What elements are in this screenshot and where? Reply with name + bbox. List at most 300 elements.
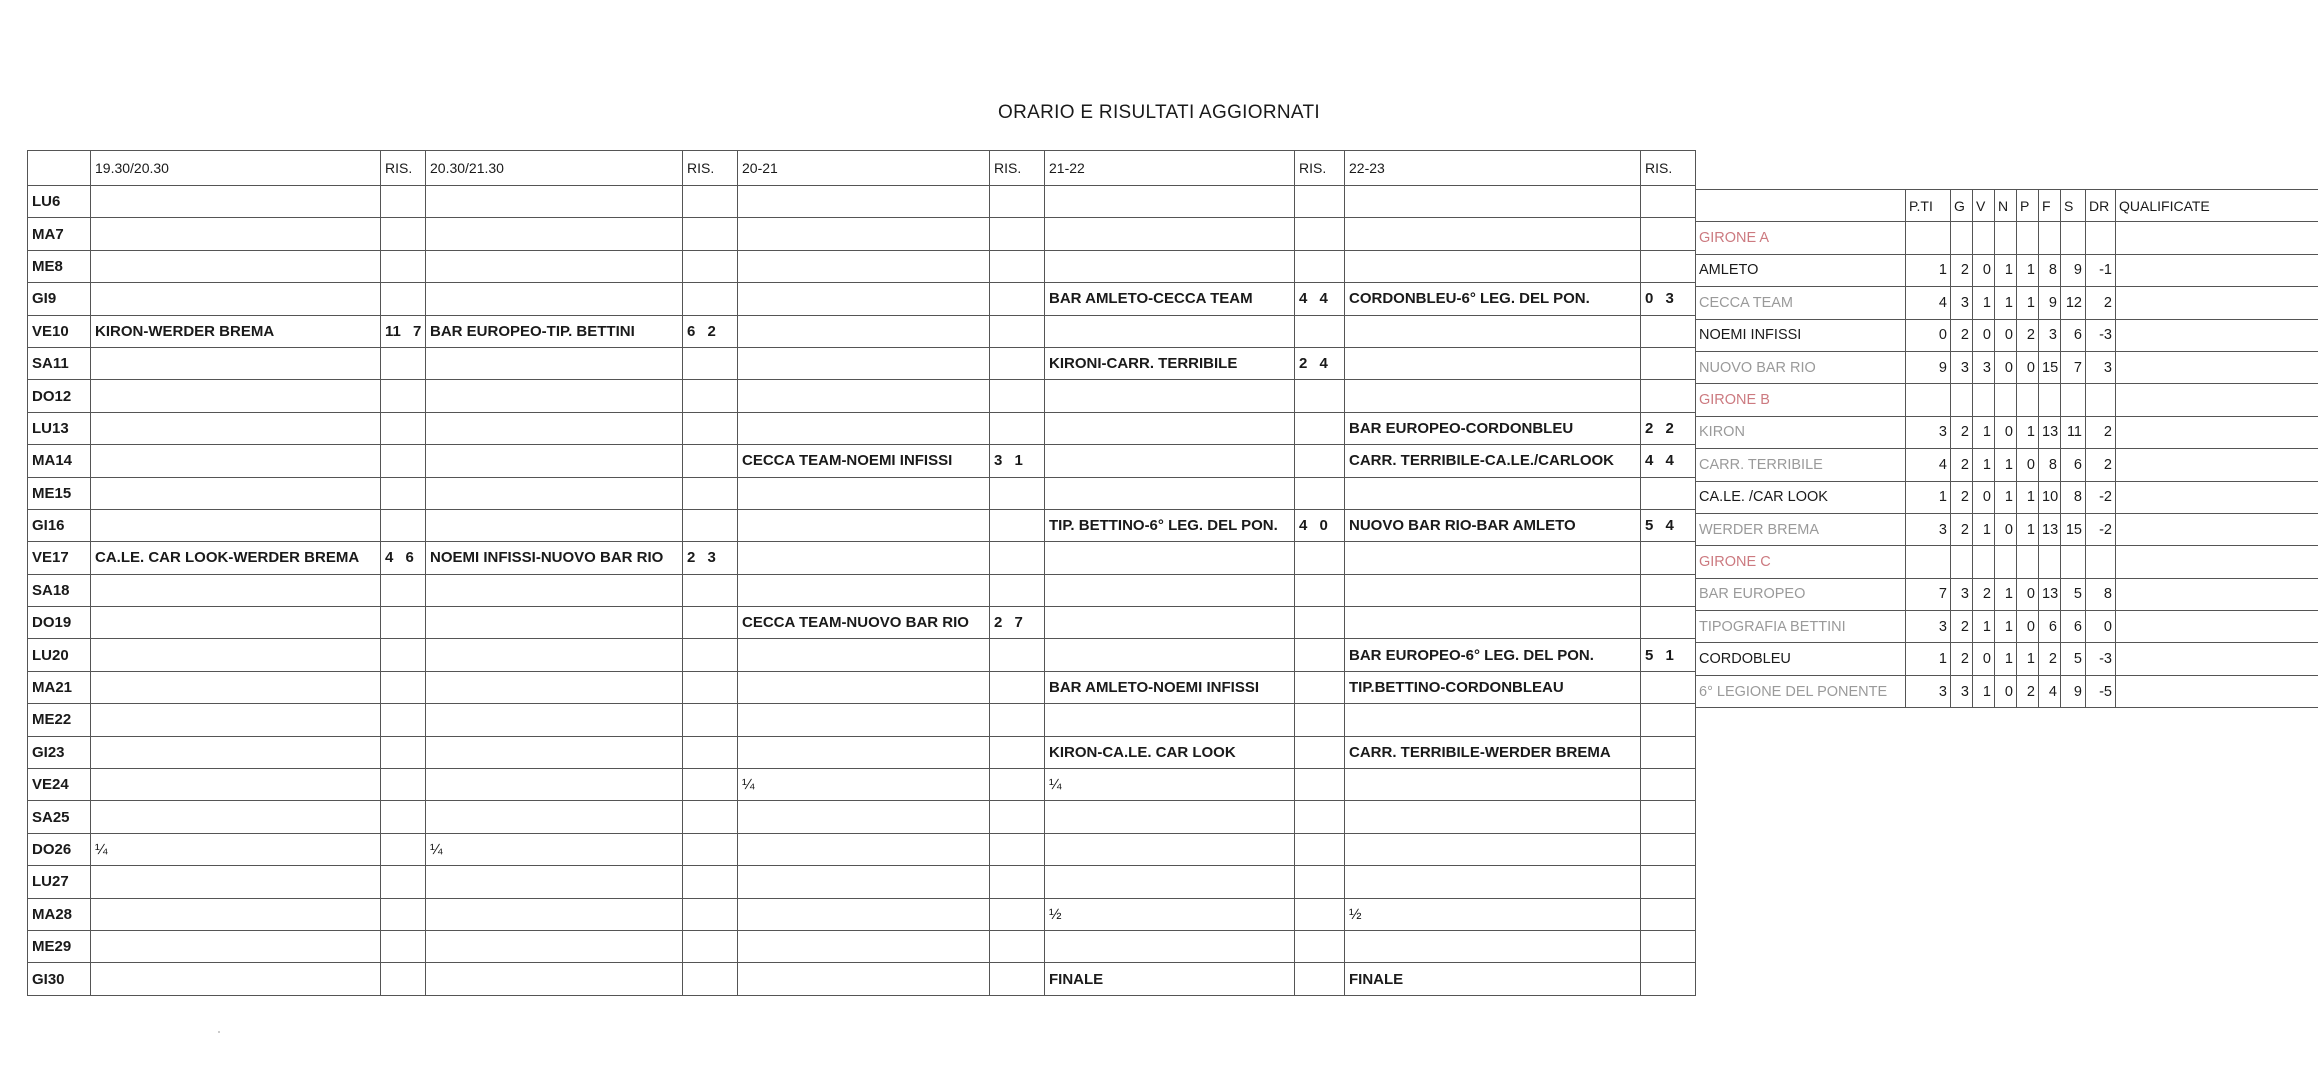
stat-cell: 3 [1951, 675, 1973, 707]
schedule-row [28, 833, 1696, 865]
result-cell [381, 218, 426, 250]
match-cell [426, 769, 683, 801]
stat-cell: 5 [2061, 643, 2086, 675]
result-cell [1641, 186, 1696, 218]
stat-cell: 0 [1973, 643, 1995, 675]
result-cell [990, 930, 1045, 962]
match-cell [1345, 607, 1641, 639]
header-timeslot: 21-22 [1045, 151, 1295, 186]
match-cell [738, 930, 990, 962]
team-row [1696, 254, 2318, 286]
result-cell [1295, 412, 1345, 444]
match-cell: FINALE [1045, 963, 1295, 995]
match-cell [1345, 186, 1641, 218]
result-cell [1295, 801, 1345, 833]
stat-cell [2116, 643, 2318, 675]
match-cell [91, 574, 381, 606]
team-name: KIRON [1696, 416, 1906, 448]
match-cell [91, 250, 381, 282]
stat-cell: -2 [2086, 513, 2116, 545]
stat-cell: 2 [1951, 513, 1973, 545]
match-cell [426, 509, 683, 541]
stat-cell: 6 [2061, 611, 2086, 643]
match-cell [91, 283, 381, 315]
team-name: CARR. TERRIBILE [1696, 449, 1906, 481]
stat-cell: 13 [2039, 513, 2061, 545]
stat-cell [2116, 481, 2318, 513]
stat-cell [2116, 254, 2318, 286]
day-label: SA11 [28, 347, 91, 379]
schedule-row [28, 445, 1696, 477]
stat-cell: 2 [2086, 416, 2116, 448]
result-cell [990, 866, 1045, 898]
result-cell [990, 186, 1045, 218]
result-cell [990, 542, 1045, 574]
match-cell [1345, 574, 1641, 606]
day-label: SA25 [28, 801, 91, 833]
result-cell [381, 283, 426, 315]
stat-cell [2017, 384, 2039, 416]
match-cell [91, 218, 381, 250]
group-name: GIRONE C [1696, 546, 1906, 578]
match-cell [426, 963, 683, 995]
match-cell [426, 218, 683, 250]
stat-cell: 1 [2017, 481, 2039, 513]
match-cell [1045, 704, 1295, 736]
standings-header-row [1696, 190, 2318, 222]
stat-cell: -5 [2086, 675, 2116, 707]
match-cell [426, 801, 683, 833]
match-cell [426, 445, 683, 477]
stat-cell: 7 [1906, 578, 1951, 610]
day-label: MA14 [28, 445, 91, 477]
result-cell [381, 801, 426, 833]
day-label: SA18 [28, 574, 91, 606]
team-row [1696, 611, 2318, 643]
match-cell [738, 315, 990, 347]
match-cell [426, 477, 683, 509]
result-cell [683, 412, 738, 444]
result-cell [683, 704, 738, 736]
header-ris: RIS. [990, 151, 1045, 186]
match-cell [1345, 218, 1641, 250]
schedule-row [28, 930, 1696, 962]
match-cell: TIP. BETTINO-6° LEG. DEL PON. [1045, 509, 1295, 541]
day-label: DO19 [28, 607, 91, 639]
stat-cell [2086, 546, 2116, 578]
day-label: GI9 [28, 283, 91, 315]
stat-cell: 1 [1973, 513, 1995, 545]
result-cell [1641, 833, 1696, 865]
stat-cell: 13 [2039, 416, 2061, 448]
schedule-row [28, 477, 1696, 509]
stat-cell: 2 [1951, 319, 1973, 351]
match-cell: KIRON-CA.LE. CAR LOOK [1045, 736, 1295, 768]
result-cell [381, 736, 426, 768]
stat-cell: 2 [2017, 319, 2039, 351]
match-cell [426, 607, 683, 639]
result-cell [381, 347, 426, 379]
result-cell [381, 186, 426, 218]
stat-cell: 0 [1973, 319, 1995, 351]
match-cell [1045, 218, 1295, 250]
header-corner [28, 151, 91, 186]
schedule-row [28, 801, 1696, 833]
stat-cell [2086, 222, 2116, 254]
stat-cell: 3 [2039, 319, 2061, 351]
result-cell [1641, 671, 1696, 703]
standings-header-g: G [1951, 190, 1973, 222]
result-cell [1641, 250, 1696, 282]
group-row [1696, 384, 2318, 416]
stat-cell [2061, 384, 2086, 416]
stat-cell: 15 [2061, 513, 2086, 545]
match-cell [91, 736, 381, 768]
stat-cell: 9 [2039, 287, 2061, 319]
day-label: ME22 [28, 704, 91, 736]
stat-cell: 1 [2017, 416, 2039, 448]
result-cell [990, 769, 1045, 801]
result-cell [990, 283, 1045, 315]
team-row [1696, 319, 2318, 351]
stat-cell [2086, 384, 2116, 416]
stat-cell [1906, 222, 1951, 254]
match-cell [1045, 866, 1295, 898]
result-cell [683, 607, 738, 639]
result-cell [381, 380, 426, 412]
result-cell [990, 380, 1045, 412]
schedule-row [28, 412, 1696, 444]
stat-cell: 9 [1906, 351, 1951, 383]
stat-cell: 3 [1906, 416, 1951, 448]
team-row [1696, 675, 2318, 707]
match-cell [426, 380, 683, 412]
stat-cell [1951, 546, 1973, 578]
match-cell [738, 639, 990, 671]
result-cell [1295, 380, 1345, 412]
result-cell [1295, 574, 1345, 606]
stat-cell: 0 [2017, 351, 2039, 383]
result-cell [381, 574, 426, 606]
result-cell [683, 769, 738, 801]
stat-cell: -3 [2086, 643, 2116, 675]
result-cell [990, 315, 1045, 347]
stat-cell: 7 [2061, 351, 2086, 383]
stat-cell [2116, 611, 2318, 643]
match-cell [91, 380, 381, 412]
result-cell [990, 509, 1045, 541]
match-cell: ½ [1045, 898, 1295, 930]
day-label: ME29 [28, 930, 91, 962]
match-cell [738, 347, 990, 379]
match-cell [426, 671, 683, 703]
result-cell [1641, 930, 1696, 962]
schedule-row [28, 186, 1696, 218]
stat-cell: 0 [2086, 611, 2116, 643]
match-cell [1045, 801, 1295, 833]
match-cell [1045, 315, 1295, 347]
match-cell [1345, 801, 1641, 833]
result-cell [1295, 250, 1345, 282]
stat-cell [2116, 351, 2318, 383]
match-cell [91, 930, 381, 962]
stat-cell [2116, 287, 2318, 319]
day-label: MA28 [28, 898, 91, 930]
stat-cell: 1 [1995, 254, 2017, 286]
result-cell [1295, 769, 1345, 801]
team-name: CORDOBLEU [1696, 643, 1906, 675]
result-cell [381, 898, 426, 930]
standings-header-n: N [1995, 190, 2017, 222]
result-cell [683, 477, 738, 509]
stat-cell: 0 [1995, 319, 2017, 351]
match-cell [91, 963, 381, 995]
result-cell [1295, 736, 1345, 768]
match-cell [1345, 315, 1641, 347]
stat-cell [2116, 319, 2318, 351]
match-cell: BAR EUROPEO-6° LEG. DEL PON. [1345, 639, 1641, 671]
stat-cell [1951, 384, 1973, 416]
result-cell [990, 639, 1045, 671]
result-cell [683, 736, 738, 768]
result-cell [990, 477, 1045, 509]
header-timeslot: 20-21 [738, 151, 990, 186]
match-cell [1045, 639, 1295, 671]
match-cell [1045, 930, 1295, 962]
team-name: WERDER BREMA [1696, 513, 1906, 545]
day-label: LU6 [28, 186, 91, 218]
stat-cell: 1 [1906, 643, 1951, 675]
team-row [1696, 416, 2318, 448]
stat-cell: 2 [2039, 643, 2061, 675]
stat-cell: 15 [2039, 351, 2061, 383]
match-cell: ¼ [738, 769, 990, 801]
result-cell [381, 671, 426, 703]
day-label: VE24 [28, 769, 91, 801]
result-cell [683, 930, 738, 962]
result-cell [990, 412, 1045, 444]
stat-cell: 1 [1973, 416, 1995, 448]
stat-cell: 1 [2017, 254, 2039, 286]
match-cell: TIP.BETTINO-CORDONBLEAU [1345, 671, 1641, 703]
header-timeslot: 19.30/20.30 [91, 151, 381, 186]
stat-cell [2116, 513, 2318, 545]
match-cell [91, 704, 381, 736]
schedule-row [28, 769, 1696, 801]
match-cell [1045, 412, 1295, 444]
match-cell [1345, 769, 1641, 801]
schedule-row [28, 218, 1696, 250]
result-cell [1641, 607, 1696, 639]
stat-cell: 2 [1951, 254, 1973, 286]
schedule-row [28, 283, 1696, 315]
match-cell [426, 250, 683, 282]
result-cell [683, 283, 738, 315]
stat-cell: 2 [2086, 287, 2116, 319]
team-row [1696, 449, 2318, 481]
match-cell [1045, 477, 1295, 509]
match-cell [738, 801, 990, 833]
match-cell [738, 380, 990, 412]
result-cell [990, 574, 1045, 606]
schedule-row [28, 574, 1696, 606]
day-label: DO26 [28, 833, 91, 865]
result-cell: 0 3 [1641, 283, 1696, 315]
result-cell [381, 930, 426, 962]
stat-cell: 3 [1951, 578, 1973, 610]
stat-cell: 2 [1951, 416, 1973, 448]
stat-cell [1951, 222, 1973, 254]
stat-cell: 3 [1973, 351, 1995, 383]
match-cell: CARR. TERRIBILE-CA.LE./CARLOOK [1345, 445, 1641, 477]
stat-cell: 8 [2061, 481, 2086, 513]
result-cell [1641, 736, 1696, 768]
stat-cell: 9 [2061, 254, 2086, 286]
day-label: LU13 [28, 412, 91, 444]
stat-cell: 2 [1951, 449, 1973, 481]
match-cell [426, 347, 683, 379]
match-cell [1045, 380, 1295, 412]
stat-cell: -2 [2086, 481, 2116, 513]
schedule-row [28, 315, 1696, 347]
result-cell [1295, 477, 1345, 509]
header-timeslot: 20.30/21.30 [426, 151, 683, 186]
stat-cell: 2 [2086, 449, 2116, 481]
schedule-row [28, 380, 1696, 412]
result-cell [1295, 671, 1345, 703]
schedule-row [28, 509, 1696, 541]
schedule-row [28, 250, 1696, 282]
day-label: GI16 [28, 509, 91, 541]
day-label: VE17 [28, 542, 91, 574]
result-cell [683, 639, 738, 671]
result-cell [683, 186, 738, 218]
day-label: ME8 [28, 250, 91, 282]
result-cell [381, 866, 426, 898]
match-cell: ¼ [91, 833, 381, 865]
stat-cell [2116, 416, 2318, 448]
result-cell [1295, 704, 1345, 736]
schedule-row [28, 671, 1696, 703]
result-cell: 4 4 [1295, 283, 1345, 315]
match-cell [738, 283, 990, 315]
result-cell [990, 218, 1045, 250]
group-name: GIRONE B [1696, 384, 1906, 416]
stat-cell: 0 [1995, 351, 2017, 383]
result-cell [1295, 218, 1345, 250]
schedule-row [28, 347, 1696, 379]
header-ris: RIS. [1641, 151, 1696, 186]
stat-cell [2116, 384, 2318, 416]
result-cell [683, 250, 738, 282]
schedule-row [28, 639, 1696, 671]
result-cell [683, 574, 738, 606]
stat-cell: 2 [1951, 643, 1973, 675]
result-cell [683, 833, 738, 865]
stat-cell: 13 [2039, 578, 2061, 610]
day-label: MA7 [28, 218, 91, 250]
result-cell: 5 1 [1641, 639, 1696, 671]
result-cell [1295, 542, 1345, 574]
stat-cell: 9 [2061, 675, 2086, 707]
match-cell: BAR AMLETO-CECCA TEAM [1045, 283, 1295, 315]
result-cell [1295, 607, 1345, 639]
stat-cell: 4 [1906, 287, 1951, 319]
result-cell [1641, 963, 1696, 995]
team-row [1696, 578, 2318, 610]
standings-header-qualificate: QUALIFICATE [2116, 190, 2318, 222]
result-cell [990, 736, 1045, 768]
stat-cell: -1 [2086, 254, 2116, 286]
result-cell: 2 3 [683, 542, 738, 574]
stat-cell: 1 [1906, 254, 1951, 286]
result-cell: 2 4 [1295, 347, 1345, 379]
match-cell [91, 509, 381, 541]
match-cell [91, 671, 381, 703]
match-cell: NUOVO BAR RIO-BAR AMLETO [1345, 509, 1641, 541]
stat-cell [2116, 546, 2318, 578]
team-name: NUOVO BAR RIO [1696, 351, 1906, 383]
standings-header-v: V [1973, 190, 1995, 222]
match-cell [426, 574, 683, 606]
team-name: 6° LEGIONE DEL PONENTE [1696, 675, 1906, 707]
stat-cell: 8 [2039, 449, 2061, 481]
result-cell: 11 7 [381, 315, 426, 347]
match-cell [1045, 607, 1295, 639]
match-cell [426, 898, 683, 930]
match-cell: BAR AMLETO-NOEMI INFISSI [1045, 671, 1295, 703]
match-cell [1345, 833, 1641, 865]
stat-cell: 0 [1973, 481, 1995, 513]
stat-cell: 0 [1995, 416, 2017, 448]
stat-cell: 3 [1906, 611, 1951, 643]
stat-cell [2039, 222, 2061, 254]
result-cell [1295, 639, 1345, 671]
result-cell: 4 0 [1295, 509, 1345, 541]
result-cell [1641, 315, 1696, 347]
header-ris: RIS. [683, 151, 738, 186]
match-cell [91, 801, 381, 833]
match-cell [738, 866, 990, 898]
stat-cell: 4 [1906, 449, 1951, 481]
stat-cell [1973, 384, 1995, 416]
match-cell: BAR EUROPEO-TIP. BETTINI [426, 315, 683, 347]
result-cell [990, 833, 1045, 865]
team-row [1696, 481, 2318, 513]
stat-cell [1995, 546, 2017, 578]
stat-cell [2116, 449, 2318, 481]
result-cell [990, 898, 1045, 930]
schedule-row [28, 963, 1696, 995]
stat-cell: 1 [1973, 449, 1995, 481]
match-cell: CECCA TEAM-NUOVO BAR RIO [738, 607, 990, 639]
result-cell [1295, 866, 1345, 898]
stat-cell: 2 [1951, 481, 1973, 513]
match-cell: NOEMI INFISSI-NUOVO BAR RIO [426, 542, 683, 574]
match-cell [738, 186, 990, 218]
team-row [1696, 643, 2318, 675]
result-cell [381, 639, 426, 671]
scan-speck [218, 1031, 220, 1033]
result-cell [683, 218, 738, 250]
result-cell [683, 963, 738, 995]
result-cell: 2 7 [990, 607, 1045, 639]
match-cell: BAR EUROPEO-CORDONBLEU [1345, 412, 1641, 444]
stat-cell: 12 [2061, 287, 2086, 319]
match-cell [91, 898, 381, 930]
stat-cell: 1 [2017, 287, 2039, 319]
result-cell [683, 898, 738, 930]
